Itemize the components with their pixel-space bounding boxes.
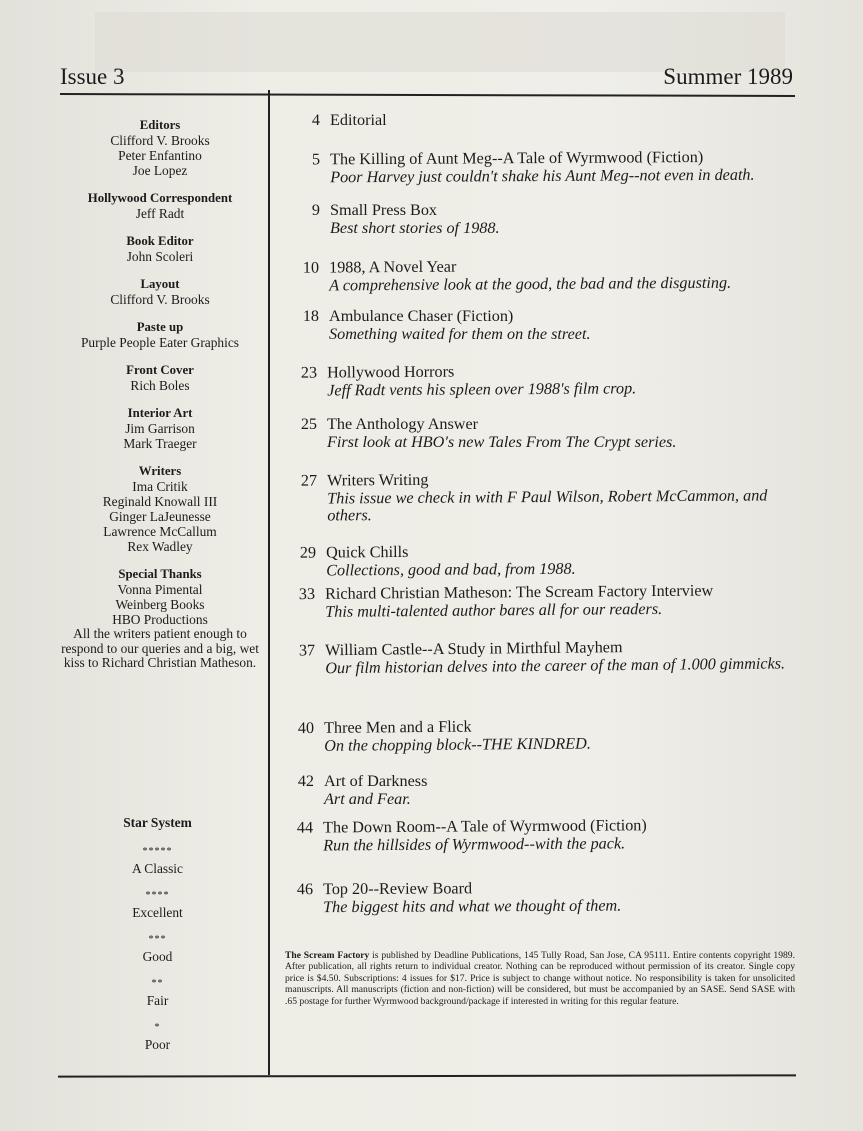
colophon-publication: The Scream Factory bbox=[285, 950, 370, 961]
staff-group bbox=[60, 234, 260, 264]
staff-name: Weinberg Books bbox=[115, 597, 205, 612]
toc-entry bbox=[288, 716, 788, 755]
toc-page-number: 4 bbox=[311, 111, 320, 129]
star-icon: *** bbox=[148, 934, 167, 945]
staff-name: Purple People Eater Graphics bbox=[80, 335, 240, 350]
toc-entry bbox=[293, 256, 793, 295]
toc-title: Writers Writing bbox=[326, 470, 429, 490]
thanks-note: All the writers patient enough to respond to our queries and a big, wet kiss to Richard Christian Matheson. bbox=[61, 626, 259, 671]
toc-description: Art and Fear. bbox=[324, 790, 411, 808]
staff-name: Joe Lopez bbox=[132, 163, 188, 178]
staff-group bbox=[60, 363, 260, 393]
toc-title: 1988, A Novel Year bbox=[328, 257, 457, 277]
star-rating bbox=[100, 979, 215, 1009]
star-label: Good bbox=[142, 949, 173, 964]
staff-group bbox=[60, 191, 260, 221]
show-through-header bbox=[95, 12, 785, 72]
toc-title: The Down Room--A Tale of Wyrmwood (Fiction) bbox=[322, 816, 647, 837]
toc-title: Art of Darkness bbox=[324, 772, 428, 790]
toc-description: First look at HBO's new Tales From The Crypt series. bbox=[327, 433, 677, 451]
staff-name: Ima Critik bbox=[132, 479, 188, 494]
staff-role: Front Cover bbox=[126, 363, 194, 377]
staff-name: John Scoleri bbox=[126, 249, 194, 264]
toc-entry bbox=[287, 879, 787, 917]
staff-name: Lawrence McCallum bbox=[103, 524, 217, 539]
star-label: A Classic bbox=[132, 861, 183, 876]
toc-title: Top 20--Review Board bbox=[322, 879, 473, 899]
star-icon: ** bbox=[151, 978, 164, 989]
toc-title: Ambulance Chaser (Fiction) bbox=[329, 307, 514, 325]
star-label: Excellent bbox=[132, 905, 183, 920]
toc-page-number: 9 bbox=[311, 201, 320, 219]
toc-title: The Anthology Answer bbox=[327, 415, 479, 433]
toc-description: On the chopping block--THE KINDRED. bbox=[324, 734, 591, 755]
toc-entry bbox=[289, 581, 789, 621]
toc-entry bbox=[294, 148, 794, 187]
staff-group bbox=[60, 277, 260, 307]
toc-page-number: 40 bbox=[297, 718, 315, 738]
staff-role: Interior Art bbox=[127, 406, 193, 420]
staff-role: Special Thanks bbox=[118, 567, 202, 581]
toc-page-number: 29 bbox=[299, 543, 317, 562]
staff-group bbox=[60, 464, 260, 554]
masthead bbox=[60, 118, 260, 684]
staff-name: Ginger LaJeunesse bbox=[109, 509, 211, 524]
staff-role: Editors bbox=[139, 118, 181, 132]
toc-page-number: 10 bbox=[302, 258, 320, 277]
staff-name: Peter Enfantino bbox=[118, 148, 202, 163]
toc-title: Small Press Box bbox=[330, 201, 438, 219]
toc-description: Jeff Radt vents his spleen over 1988's film crop. bbox=[327, 379, 637, 400]
star-rating bbox=[100, 847, 215, 877]
star-rating bbox=[100, 935, 215, 965]
star-label: Fair bbox=[146, 993, 169, 1008]
star-icon: ***** bbox=[142, 846, 173, 857]
toc-title: William Castle--A Study in Mirthful Mayhem bbox=[325, 638, 623, 660]
toc-title: Three Men and a Flick bbox=[323, 717, 472, 737]
star-icon: **** bbox=[145, 890, 170, 901]
toc-page-number: 37 bbox=[298, 641, 316, 660]
toc-title: Editorial bbox=[330, 111, 387, 129]
staff-name: HBO Productions bbox=[112, 612, 208, 627]
top-rule bbox=[60, 93, 795, 97]
staff-name: Jim Garrison bbox=[125, 421, 195, 436]
staff-name: Reginald Knowall III bbox=[102, 494, 218, 509]
staff-name: Vonna Pimental bbox=[117, 582, 203, 597]
toc-description: This issue we check in with F Paul Wilson, Robert McCammon, and others. bbox=[327, 486, 768, 525]
issue-number: Issue 3 bbox=[60, 64, 125, 89]
staff-role: Book Editor bbox=[126, 234, 194, 248]
staff-name: Rich Boles bbox=[130, 378, 190, 393]
issue-season: Summer 1989 bbox=[663, 64, 793, 89]
toc-description: Poor Harvey just couldn't shake his Aunt Meg--not even in death. bbox=[330, 165, 755, 187]
toc-entry bbox=[291, 469, 791, 525]
toc-title: Hollywood Horrors bbox=[326, 362, 455, 382]
toc-page-number: 42 bbox=[297, 772, 314, 790]
colophon bbox=[285, 950, 795, 1007]
staff-name: Clifford V. Brooks bbox=[110, 292, 210, 307]
staff-group bbox=[60, 406, 260, 451]
staff-name: Clifford V. Brooks bbox=[110, 133, 210, 148]
staff-group bbox=[60, 567, 260, 671]
toc-page-number: 25 bbox=[300, 415, 317, 433]
staff-group bbox=[60, 118, 260, 178]
star-rating bbox=[100, 891, 215, 921]
toc-description: Run the hillsides of Wyrmwood--with the pack. bbox=[323, 834, 626, 855]
column-divider bbox=[268, 90, 270, 1075]
toc-description: Something waited for them on the street. bbox=[329, 325, 591, 343]
toc-description: Collections, good and bad, from 1988. bbox=[326, 559, 576, 580]
toc-entry bbox=[290, 541, 790, 580]
staff-group bbox=[60, 320, 260, 350]
staff-name: Rex Wadley bbox=[127, 539, 193, 554]
toc-title: The Killing of Aunt Meg--A Tale of Wyrmwood (Fiction) bbox=[329, 148, 704, 169]
colophon-text: is published by Deadline Publications, 145 Tully Road, San Jose, CA 95111. Entire contents copyright 1989. After publication, all rights return to individual creator. Nothing can be reproduced without permission of its creator. Single copy price is $4.50. Subscriptions: 4 issues for $17. Price is subject to change without notice. No responsibility is taken for unsolicited manuscripts. All manuscripts (fiction and non-fiction) will be considered, but must be accompanied by an SASE. Send SASE with .65 postage for further Wyrmwood background/package if interested in writing for this regular feature. bbox=[285, 950, 795, 1007]
toc-entry bbox=[287, 816, 787, 855]
toc-page-number: 18 bbox=[302, 307, 319, 325]
star-rating bbox=[100, 1023, 215, 1053]
staff-role: Paste up bbox=[136, 320, 184, 334]
star-system-title: Star System bbox=[123, 815, 192, 830]
toc-entry bbox=[291, 361, 791, 400]
toc-page-number: 33 bbox=[298, 584, 316, 604]
toc-entry bbox=[289, 637, 789, 678]
bottom-rule bbox=[58, 1074, 796, 1077]
staff-role: Layout bbox=[140, 277, 180, 291]
toc-page-number: 27 bbox=[300, 471, 318, 490]
toc-page-number: 46 bbox=[296, 880, 314, 899]
star-icon: * bbox=[154, 1022, 161, 1033]
toc-description: A comprehensive look at the good, the bad and the disgusting. bbox=[329, 273, 732, 295]
staff-role: Hollywood Correspondent bbox=[87, 191, 233, 205]
toc-page-number: 23 bbox=[300, 363, 318, 382]
toc-description: This multi-talented author bares all for our readers. bbox=[325, 599, 663, 621]
staff-role: Writers bbox=[138, 464, 182, 478]
toc-description: Best short stories of 1988. bbox=[330, 219, 500, 237]
star-system bbox=[100, 815, 215, 1067]
staff-name: Jeff Radt bbox=[135, 206, 185, 221]
toc-title: Quick Chills bbox=[325, 542, 409, 562]
toc-title: Richard Christian Matheson: The Scream Factory Interview bbox=[324, 581, 714, 603]
toc-description: The biggest hits and what we thought of them. bbox=[323, 896, 622, 917]
staff-name: Mark Traeger bbox=[123, 436, 197, 451]
star-label: Poor bbox=[144, 1037, 171, 1052]
toc-page-number: 5 bbox=[311, 150, 321, 169]
toc-description: Our film historian delves into the career of the man of 1.000 gimmicks. bbox=[325, 654, 786, 678]
toc-page-number: 44 bbox=[296, 818, 314, 837]
